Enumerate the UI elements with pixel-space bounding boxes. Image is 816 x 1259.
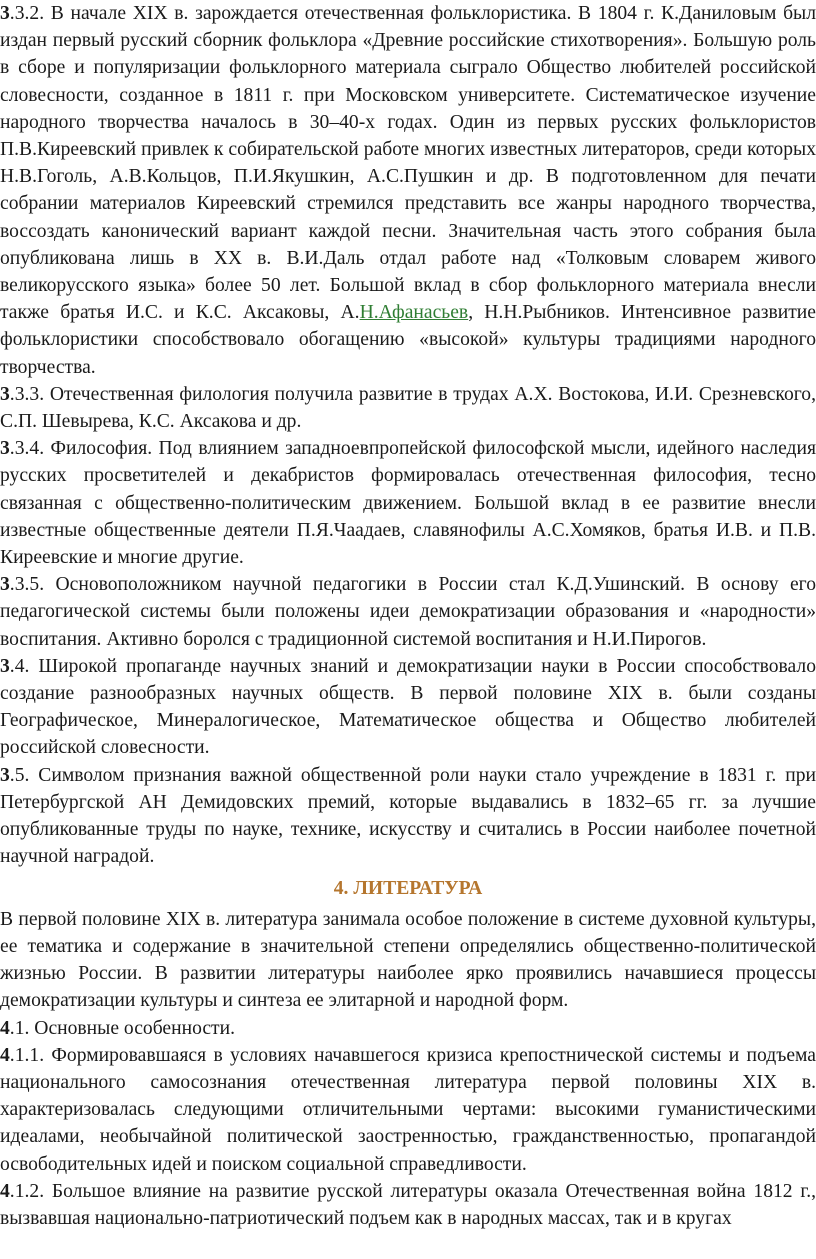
paragraph-text: В начале XIX в. зарождается отечественная фольклористика. В 1804 г. К.Даниловым был издан первый русский сборник фольклора «Древние российские стихотворения». Большую роль в сборе и популяризации фольклорного материала сыграло Общество любителей российской словесности, созданное в 1811 г. при Московском университете. Систематическое изучение народного творчества началось в 30–40-х годах. Один из первых русских фольклористов П.В.Киреевский привлек к собирательской работе многих известных литераторов, среди которых Н.В.Гоголь, А.В.Кольцов, П.И.Якушкин, А.С.Пушкин и др. В подготовленном для печати собрании материалов Киреевский стремился представить все жанры народного творчества, воссоздать канонический вариант каждой песни. Значительная часть этого собрания была опубликована лишь в XX в. В.И.Даль отдал работе над «Толковым словарем живого великорусского языка» более 50 лет. Большой вклад в сбор фольклорного материала внесли также братья И.С. и К.С. Аксаковы, А.: [0, 3, 816, 324]
paragraph-number-rest: .1.2.: [9, 1180, 52, 1202]
paragraph-3-4: [0, 653, 816, 762]
paragraph-text: Основные особенности.: [34, 1017, 236, 1039]
paragraph-text: Символом признания важной общественной роли науки стало учреждение в 1831 г. при Петербургской АН Демидовских премий, которые выдавались в 1832–65 гг. за лучшие опубликованные труды по науке, технике, искусству и считались в России наиболее почетной научной наградой.: [0, 764, 816, 868]
paragraph-number-rest: .3.2.: [9, 3, 51, 24]
paragraph-number-rest: .3.5.: [9, 574, 56, 596]
paragraph-number-rest: .5.: [9, 764, 39, 786]
paragraph-4-1-1: [0, 1042, 816, 1178]
paragraph-number-rest: .1.1.: [9, 1044, 52, 1066]
paragraph-number-rest: .1.: [9, 1017, 35, 1039]
paragraph-text: Философия. Под влиянием западноевпропейской философской мысли, идейного наследия русских просветителей и декабристов формировалась отечественная философия, тесно связанная с общественно-политическим движением. Большой вклад в ее развитие внесли известные общественные деятели П.Я.Чаадаев, славянофилы А.С.Хомяков, братья И.В. и П.В. Киреевские и многие другие.: [0, 438, 816, 569]
paragraph-number: 4: [0, 1017, 10, 1039]
paragraph-number: 4: [0, 1044, 10, 1066]
paragraph-number: 3: [0, 764, 10, 786]
paragraph-text-continued: , Н.Н.Рыбников. Интенсивное развитие фольклористики способствовало обогащению «высокой» культуры традициями народного творчества.: [0, 302, 816, 378]
paragraph-number-rest: .3.3.: [9, 383, 50, 405]
paragraph-3-3-4: [0, 435, 816, 571]
paragraph-text: Большое влияние на развитие русской литературы оказала Отечественная война 1812 г., вызвавшая национально-патриотический подъем как в народных массах, так и в кругах: [0, 1180, 816, 1229]
paragraph-3-5: [0, 762, 816, 871]
paragraph-text: Формировавшаяся в условиях начавшегося кризиса крепостнической системы и подъема национального самосознания отечественная литература первой половины XIX в. характеризовалась следующими отличительными чертами: высокими гуманистическими идеалами, необычайной политической заостренностью, гражданственностью, пропагандой освободительных идей и поиском социальной справедливости.: [0, 1044, 816, 1175]
paragraph-4-1-2: [0, 1178, 816, 1232]
paragraph-3-3-5: [0, 571, 816, 653]
paragraph-text: Широкой пропаганде научных знаний и демократизации науки в России способствовало создание разнообразных научных обществ. В первой половине XIX в. были созданы Географическое, Минералогическое, Математическое общества и Общество любителей российской словесности.: [0, 655, 816, 759]
paragraph-number: 3: [0, 3, 10, 24]
paragraph-3-3-2: [0, 0, 816, 381]
paragraph-number-rest: .4.: [9, 655, 39, 677]
paragraph-number: 4: [0, 1180, 10, 1202]
paragraph-number: 3: [0, 574, 10, 596]
paragraph-3-3-3: [0, 381, 816, 435]
paragraph-text: В первой половине XIX в. литература занимала особое положение в системе духовной культуры, ее тематика и содержание в значительной степени определялись общественно-политической жизнью России. В развитии литературы наиболее ярко проявились начавшиеся процессы демократизации культуры и синтеза ее элитарной и народной форм.: [0, 908, 816, 1012]
paragraph-number-rest: .3.4.: [9, 438, 51, 460]
paragraph-number: 3: [0, 438, 10, 460]
paragraph-number: 3: [0, 655, 10, 677]
paragraph-number: 3: [0, 383, 10, 405]
paragraph-text: Отечественная филология получила развитие в трудах А.Х. Востокова, И.И. Срезневского, С.П. Шевырева, К.С. Аксакова и др.: [0, 383, 816, 433]
paragraph-4-1: [0, 1015, 816, 1042]
section-heading: 4. ЛИТЕРАТУРА: [333, 877, 483, 899]
afanasyev-link[interactable]: Н.Афанасьев: [359, 302, 469, 324]
paragraph-4-intro: [0, 906, 816, 1015]
paragraph-text: Основоположником научной педагогики в России стал К.Д.Ушинский. В основу его педагогической системы были положены идеи демократизации образования и «народности» воспитания. Активно боролся с традиционной системой воспитания и Н.И.Пирогов.: [0, 574, 816, 650]
